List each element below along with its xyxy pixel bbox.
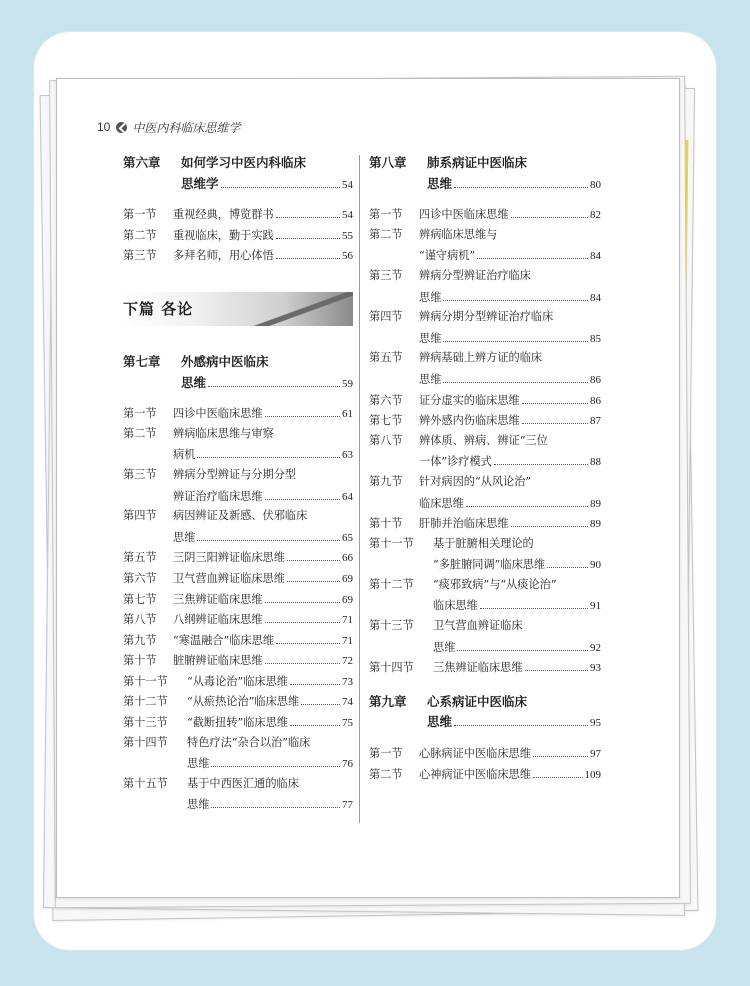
page-ref: 82 [590, 209, 601, 222]
leader-dots [477, 245, 588, 259]
section-entry[interactable] [123, 691, 353, 712]
section-label: 第二节 [369, 227, 403, 241]
chapter-entry[interactable] [369, 153, 601, 194]
section-title: 八纲辨证临床思维 [173, 613, 263, 627]
leader-dots [454, 174, 588, 188]
page-ref: 91 [590, 600, 601, 613]
page-ref: 59 [342, 377, 353, 390]
section-label: 第十二节 [369, 577, 414, 591]
section-title-cont: 思维 [419, 372, 442, 386]
toc-right-column [369, 153, 601, 784]
page-number: 10 [97, 120, 111, 134]
page-ref: 109 [584, 768, 601, 781]
section-label: 第一节 [369, 747, 403, 761]
page-ref: 88 [590, 456, 601, 469]
page-ref: 89 [590, 518, 601, 531]
section-title: 心脉病证中医临床思维 [419, 747, 531, 761]
section-entry[interactable] [369, 266, 601, 307]
section-title: 病因辨证及新感、伏邪临床 [173, 509, 308, 523]
page-ref: 87 [590, 415, 601, 428]
section-entry[interactable] [369, 575, 601, 616]
part-banner [121, 292, 353, 326]
leader-dots [522, 410, 588, 424]
page-ref: 75 [342, 717, 353, 730]
section-entry[interactable] [123, 712, 353, 733]
section-entry[interactable] [369, 743, 601, 764]
section-title: 卫气营血辨证临床思维 [173, 571, 285, 585]
leader-dots [301, 691, 340, 705]
section-title-cont: “多脏腑同调”临床思维 [433, 558, 546, 572]
leader-dots [457, 637, 588, 651]
section-title: 基于脏腑相关理论的 [433, 536, 534, 550]
page-ref: 97 [590, 748, 601, 761]
section-title: 肝肺并治临床思维 [419, 517, 509, 531]
section-label: 第四节 [369, 310, 403, 324]
section-entry[interactable] [369, 410, 601, 431]
section-title: “寒温融合”临床思维 [173, 633, 274, 647]
section-entry[interactable] [369, 390, 601, 411]
section-title-cont: 思维 [173, 530, 196, 544]
chapter-entry[interactable] [123, 352, 353, 393]
section-entry[interactable] [123, 465, 353, 506]
section-title: 基于中西医汇通的临床 [187, 776, 299, 790]
section-title-cont: “谨守病机” [419, 249, 476, 263]
section-label: 第五节 [369, 351, 403, 365]
page-ref: 86 [590, 394, 601, 407]
section-entry[interactable] [123, 774, 353, 815]
section-label: 第三节 [123, 467, 157, 481]
section-title: 针对病因的“从风论治” [419, 474, 532, 488]
section-label: 第九节 [369, 474, 403, 488]
chapter-entry[interactable] [369, 692, 601, 733]
section-title-cont: 临床思维 [419, 496, 464, 510]
section-title: 辨病临床思维与 [419, 227, 498, 241]
section-label: 第十二节 [123, 695, 168, 709]
leader-dots [443, 369, 588, 383]
section-label: 第二节 [369, 767, 403, 781]
leader-dots [276, 204, 340, 218]
section-label: 第十三节 [123, 716, 168, 730]
section-entry[interactable] [123, 650, 353, 671]
section-title: 卫气营血辨证临床 [433, 619, 523, 633]
section-label: 第十节 [123, 654, 157, 668]
leader-dots [265, 589, 340, 603]
leader-dots [265, 650, 340, 664]
leader-dots [547, 554, 588, 568]
section-title: 四诊中医临床思维 [173, 407, 263, 421]
leader-dots [276, 245, 340, 259]
section-entry[interactable] [123, 733, 353, 774]
leader-dots [287, 568, 340, 582]
chapter-title-cont: 思维 [427, 175, 453, 191]
chapter-title: 如何学习中医内科临床 [181, 155, 307, 170]
page-ref: 73 [342, 675, 353, 688]
section-entry[interactable] [369, 534, 601, 575]
section-title: 三焦辨证临床思维 [173, 592, 263, 606]
section-entry[interactable] [369, 204, 601, 225]
section-label: 第七节 [369, 414, 403, 428]
section-label: 第十节 [369, 517, 403, 531]
page-ref: 89 [590, 497, 601, 510]
page-ref: 55 [342, 229, 353, 242]
page-ref: 95 [590, 717, 601, 730]
section-title: 辨体质、辨病、辨证“三位 [419, 433, 548, 447]
section-entry[interactable] [123, 630, 353, 651]
section-label: 第十四节 [123, 735, 168, 749]
section-label: 第三节 [369, 268, 403, 282]
section-title-cont: 思维 [433, 640, 456, 654]
section-entry[interactable] [123, 204, 353, 225]
leader-dots [466, 493, 588, 507]
section-entry[interactable] [123, 225, 353, 246]
leader-dots [525, 657, 588, 671]
page-ref: 85 [590, 332, 601, 345]
page-ref: 84 [590, 250, 601, 263]
leader-dots [533, 743, 588, 757]
section-title: 三阴三阳辨证临床思维 [173, 551, 285, 565]
section-label: 第八节 [123, 613, 157, 627]
section-title-cont: 思维 [187, 757, 210, 771]
section-title: 脏腑辨证临床思维 [173, 654, 263, 668]
page-ref: 66 [342, 552, 353, 565]
section-entry[interactable] [369, 225, 601, 266]
section-title: 三焦辨证临床思维 [433, 661, 523, 675]
section-entry[interactable] [369, 764, 601, 785]
leader-dots [522, 390, 588, 404]
section-title: 辨病基础上辨方证的临床 [419, 351, 543, 365]
section-title-cont: 辨证治疗临床思维 [173, 489, 263, 503]
section-entry[interactable] [369, 472, 601, 513]
page-ref: 71 [342, 614, 353, 627]
leader-dots [454, 712, 588, 726]
page-ref: 63 [342, 449, 353, 462]
section-label: 第一节 [123, 208, 157, 222]
leader-dots [511, 204, 588, 218]
section-label: 第一节 [123, 407, 157, 421]
section-title: “截断扭转”临床思维 [187, 716, 288, 730]
section-entry[interactable] [369, 348, 601, 389]
chapter-title: 肺系病证中医临床 [427, 155, 528, 170]
section-title: “从瘀热论治”临床思维 [187, 695, 300, 709]
section-entry[interactable] [123, 506, 353, 547]
section-title: 重视经典，博览群书 [173, 208, 274, 222]
section-title-cont: 思维 [419, 290, 442, 304]
leader-dots [265, 486, 340, 500]
section-title: 重视临床，勤于实践 [173, 228, 274, 242]
chapter-label: 第九章 [369, 693, 407, 709]
page-ref: 65 [342, 531, 353, 544]
section-title: “从毒论治”临床思维 [187, 674, 288, 688]
leader-dots [265, 403, 340, 417]
chapter-title-cont: 思维 [427, 714, 453, 730]
leader-dots [443, 287, 588, 301]
toc-page [56, 78, 680, 898]
section-label: 第十一节 [369, 536, 414, 550]
leader-dots [197, 444, 340, 458]
section-title: 多拜名师，用心体悟 [173, 249, 274, 263]
section-label: 第一节 [369, 208, 403, 222]
page-ref: 74 [342, 696, 353, 709]
leader-dots [208, 373, 340, 387]
section-title: 四诊中医临床思维 [419, 208, 509, 222]
page-ref: 69 [342, 593, 353, 606]
section-entry[interactable] [123, 568, 353, 589]
leader-dots [211, 794, 340, 808]
section-title: 证分虚实的临床思维 [419, 393, 520, 407]
section-entry[interactable] [123, 245, 353, 266]
chapter-entry[interactable] [123, 153, 353, 194]
leader-dots [276, 225, 340, 239]
part-title: 下篇 各论 [123, 300, 194, 319]
section-entry[interactable] [369, 431, 601, 472]
chapter-title: 心系病证中医临床 [427, 693, 528, 709]
chapter-title-cont: 思维 [181, 374, 207, 390]
page-ref: 54 [342, 178, 353, 191]
page-ref: 84 [590, 291, 601, 304]
section-title-cont: 临床思维 [433, 599, 478, 613]
leader-dots [211, 753, 340, 767]
section-title-cont: 病机 [173, 448, 196, 462]
section-label: 第十五节 [123, 776, 168, 790]
leader-dots [265, 609, 340, 623]
column-divider [359, 155, 360, 823]
leader-dots [443, 328, 588, 342]
section-title-cont: 思维 [419, 331, 442, 345]
section-title: 辨外感内伤临床思维 [419, 414, 520, 428]
running-header [97, 117, 240, 137]
section-entry[interactable] [369, 307, 601, 348]
page-ref: 86 [590, 373, 601, 386]
section-label: 第十三节 [369, 619, 414, 633]
section-label: 第七节 [123, 592, 157, 606]
section-entry[interactable] [369, 513, 601, 534]
section-label: 第四节 [123, 509, 157, 523]
page-ref: 61 [342, 408, 353, 421]
page-ref: 76 [342, 758, 353, 771]
chapter-label: 第七章 [123, 353, 161, 369]
section-title: 特色疗法“杂合以治”临床 [187, 735, 311, 749]
section-entry[interactable] [123, 609, 353, 630]
arrow-circle-icon [116, 122, 127, 133]
section-label: 第十一节 [123, 674, 168, 688]
toc-left-column [123, 153, 353, 815]
book-title: 中医内科临床思维学 [132, 120, 241, 135]
chapter-label: 第八章 [369, 155, 407, 170]
leader-dots [494, 451, 588, 465]
leader-dots [197, 527, 340, 541]
section-label: 第二节 [123, 228, 157, 242]
section-title: 辨病分型辨证治疗临床 [419, 268, 531, 282]
page-ref: 92 [590, 641, 601, 654]
page-ref: 64 [342, 490, 353, 503]
section-entry[interactable] [123, 589, 353, 610]
page-ref: 56 [342, 250, 353, 263]
section-title: 心神病证中医临床思维 [419, 767, 531, 781]
page-ref: 90 [590, 559, 601, 572]
section-title: “痰邪致病”与“从痰论治” [433, 577, 557, 591]
section-label: 第六节 [369, 393, 403, 407]
chapter-title: 外感病中医临床 [181, 353, 269, 369]
chapter-title-cont: 思维学 [181, 175, 219, 191]
page-ref: 80 [590, 178, 601, 191]
section-entry[interactable] [123, 547, 353, 568]
section-label: 第八节 [369, 433, 403, 447]
section-label: 第九节 [123, 633, 157, 647]
page-ref: 77 [342, 799, 353, 812]
section-entry[interactable] [369, 616, 601, 657]
section-label: 第二节 [123, 426, 157, 440]
leader-dots [480, 595, 588, 609]
section-title: 辨病临床思维与审察 [173, 426, 274, 440]
section-label: 第三节 [123, 249, 157, 263]
section-title-cont: 一体”诊疗模式 [419, 455, 492, 469]
section-label: 第六节 [123, 571, 157, 585]
section-entry[interactable] [123, 671, 353, 692]
page-ref: 93 [590, 662, 601, 675]
chapter-label: 第六章 [123, 155, 161, 170]
page-ref: 54 [342, 209, 353, 222]
page-ref: 72 [342, 655, 353, 668]
section-entry[interactable] [123, 424, 353, 465]
section-title: 辨病分型辨证与分期分型 [173, 467, 297, 481]
section-title-cont: 思维 [187, 798, 210, 812]
section-entry[interactable] [369, 657, 601, 678]
leader-dots [511, 513, 588, 527]
section-label: 第五节 [123, 551, 157, 565]
page-ref: 71 [342, 634, 353, 647]
section-title: 辨病分期分型辨证治疗临床 [419, 310, 554, 324]
page-ref: 69 [342, 572, 353, 585]
section-entry[interactable] [123, 403, 353, 424]
leader-dots [533, 764, 583, 778]
leader-dots [221, 174, 340, 188]
section-label: 第十四节 [369, 661, 414, 675]
leader-dots [290, 712, 340, 726]
leader-dots [287, 547, 340, 561]
leader-dots [290, 671, 340, 685]
leader-dots [276, 630, 340, 644]
